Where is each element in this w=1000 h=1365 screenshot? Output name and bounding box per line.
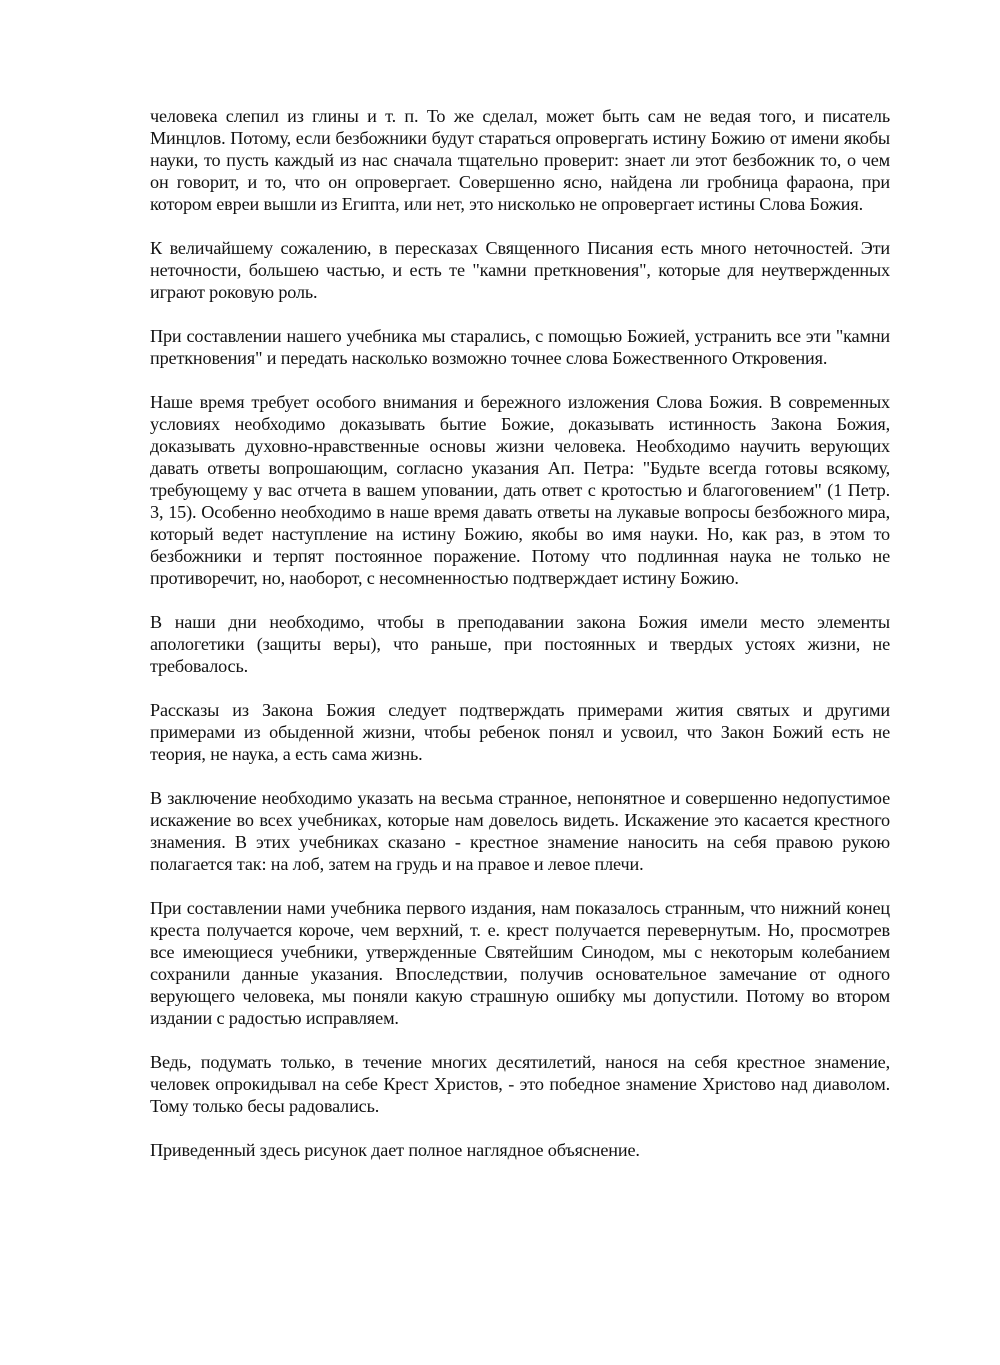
- paragraph-6: Рассказы из Закона Божия следует подтверждать примерами жития святых и другими примерами из обыденной жизни, чтобы ребенок понял и усвоил, что Закон Божий есть не теория, не наука, а есть сама жизнь.: [150, 700, 890, 764]
- paragraph-9: Ведь, подумать только, в течение многих десятилетий, нанося на себя крестное знамение, человек опрокидывал на себе Крест Христов, - это победное знамение Христово над диаволом. Тому только бесы радовались.: [150, 1052, 890, 1116]
- paragraph-1: человека слепил из глины и т. п. То же сделал, может быть сам не ведая того, и писатель Минцлов. Потому, если безбожники будут стараться опровергать истину Божию от имени якобы науки, то пусть каждый из нас сначала тщательно проверит: знает ли этот безбожник то, о чем он говорит, и то, что он опровергает. Совершенно ясно, найдена ли гробница фараона, при котором евреи вышли из Египта, или нет, это нисколько не опровергает истины Слова Божия.: [150, 106, 890, 214]
- document-page: [150, 105, 890, 1161]
- paragraph-3: При составлении нашего учебника мы старались, с помощью Божией, устранить все эти "камни преткновения" и передать насколько возможно точнее слова Божественного Откровения.: [150, 326, 890, 368]
- paragraph-5: В наши дни необходимо, чтобы в преподавании закона Божия имели место элементы апологетики (защиты веры), что раньше, при постоянных и твердых устоях жизни, не требовалось.: [150, 612, 890, 676]
- paragraph-4: Наше время требует особого внимания и бережного изложения Слова Божия. В современных условиях необходимо доказывать бытие Божие, доказывать истинность Закона Божия, доказывать духовно-нравственные основы жизни человека. Необходимо научить верующих давать ответы вопрошающим, согласно указания Ап. Петра: "Будьте всегда готовы всякому, требующему у вас отчета в вашем уповании, дать ответ с кротостью и благоговением" (1 Петр. 3, 15). Особенно необходимо в наше время давать ответы на лукавые вопросы безбожного мира, который ведет наступление на истину Божию, якобы во имя науки. Но, как раз, в этом то безбожники и терпят постоянное поражение. Потому что подлинная наука не только не противоречит, но, наоборот, с несомненностью подтверждает истину Божию.: [150, 392, 890, 588]
- paragraph-10: Приведенный здесь рисунок дает полное наглядное объяснение.: [150, 1140, 640, 1160]
- paragraph-8: При составлении нами учебника первого издания, нам показалось странным, что нижний конец креста получается короче, чем верхний, т. е. крест получается перевернутым. Но, просмотрев все имеющиеся учебники, утвержденные Святейшим Синодом, мы с некоторым колебанием сохранили данные указания. Впоследствии, получив основательное замечание от одного верующего человека, мы поняли какую страшную ошибку мы допустили. Потому во втором издании с радостью исправляем.: [150, 898, 890, 1028]
- paragraph-7: В заключение необходимо указать на весьма странное, непонятное и совершенно недопустимое искажение во всех учебниках, которые нам довелось видеть. Искажение это касается крестного знамения. В этих учебниках сказано - крестное знамение наносить на себя правою рукою полагается так: на лоб, затем на грудь и на правое и левое плечи.: [150, 788, 890, 874]
- paragraph-2: К величайшему сожалению, в пересказах Священного Писания есть много неточностей. Эти неточности, большею частью, и есть те "камни преткновения", которые для неутвержденных играют роковую роль.: [150, 238, 890, 302]
